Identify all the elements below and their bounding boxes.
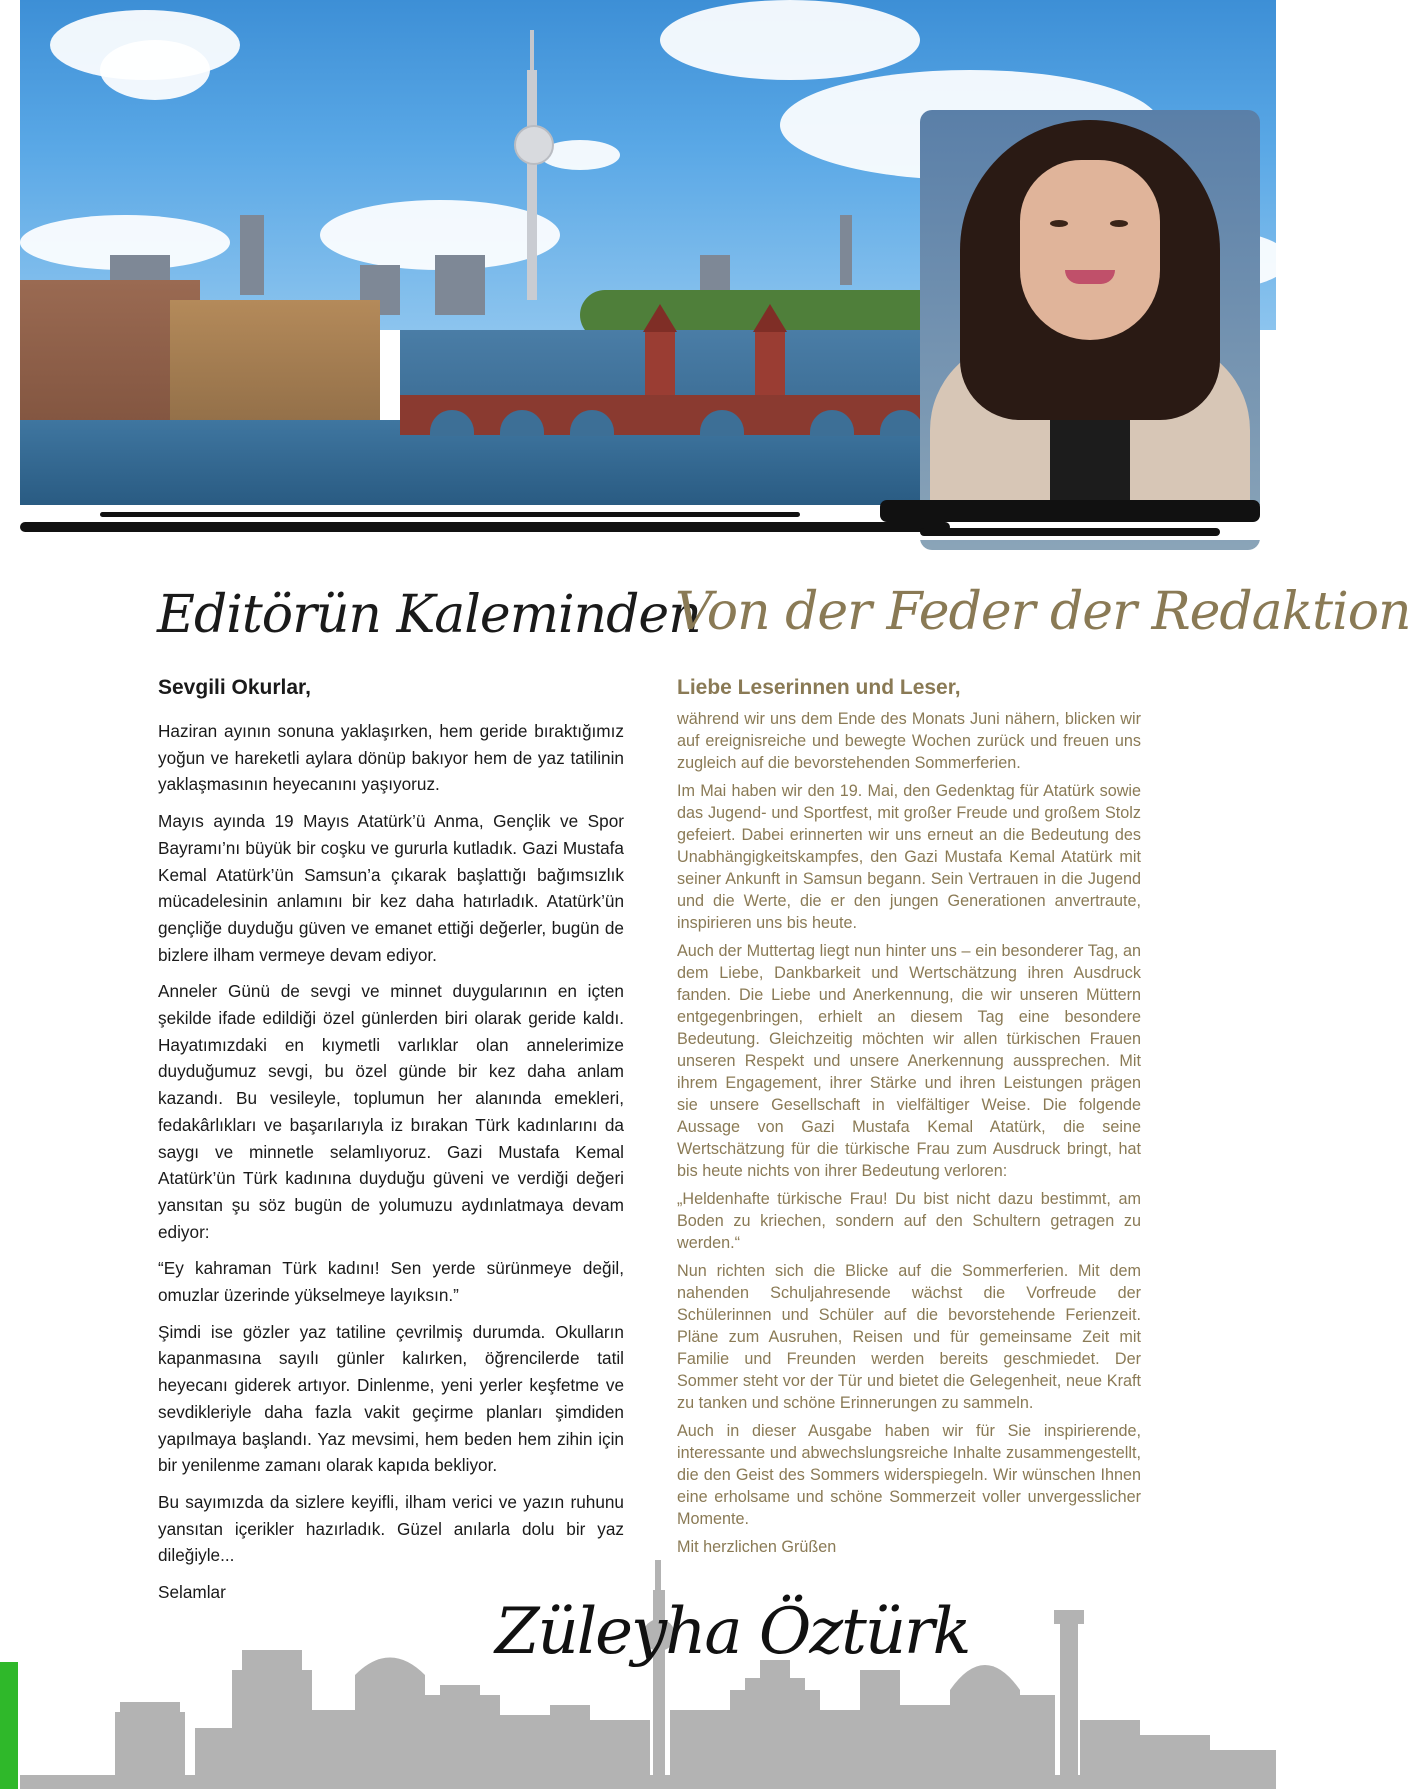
title-german: Von der Feder der Redaktion bbox=[675, 582, 1411, 642]
tv-tower bbox=[527, 70, 537, 300]
brush-stroke bbox=[880, 500, 1260, 522]
section-tab bbox=[0, 1662, 18, 1789]
paragraph: Auch in dieser Ausgabe haben wir für Sie inspirierende, interessante und abwechslungsreiche Inhalte zusammengestellt, die den Geist des Sommers widerspiegeln. Wir wünschen Ihnen eine erholsame und schöne Sommerzeit voller unvergesslicher Momente. bbox=[677, 1422, 1141, 1528]
closing: Selamlar bbox=[158, 1582, 226, 1603]
building bbox=[435, 255, 485, 315]
paragraph: Anneler Günü de sevgi ve minnet duygularının en içten şekilde ifade edildiği özel günlerden biri olarak geride kaldı. Hayatımızdaki en kıymetli varlıklar olan annelerimize duyduğumuz sevgi, bu özel günde bir kez daha anlam kazandı. Bu vesileyle, toplumun her alanında emekleri, fedakârlıkları ve başarılarıyla iz bırakan Türk kadınlarını da saygı ve minnetle selamlıyoruz. Gazi Mustafa Kemal Atatürk’ün Türk kadınına duyduğu güveni ve verdiği değeri yansıtan şu söz bugün de yolumuzu aydınlatmaya devam ediyor: bbox=[158, 981, 624, 1242]
brush-stroke bbox=[20, 522, 950, 532]
page-margin bbox=[0, 0, 20, 1789]
cloud bbox=[100, 40, 210, 100]
title-turkish: Editörün Kaleminden bbox=[157, 585, 701, 645]
building bbox=[700, 255, 730, 295]
portrait-eye bbox=[1050, 220, 1068, 227]
paragraph: Bu sayımızda da sizlere keyifli, ilham verici ve yazın ruhunu yansıtan içerikler hazırladık. Güzel anılarla dolu bir yaz dileğiyle... bbox=[158, 1491, 624, 1566]
paragraph: Auch der Muttertag liegt nun hinter uns – ein besonderer Tag, an dem Liebe, Dankbarkeit und Wertschätzung ihren Ausdruck fanden. Die Liebe und Anerkennung, die wir unseren Müttern entgegenbringen, erhielt an diesem Tag eine besondere Bedeutung. Gleichzeitig möchten wir allen türkischen Frauen unseren Respekt und unsere Anerkennung aussprechen. Mit ihrem Engagement, ihrer Stärke und ihren Leistungen prägen sie unsere Gesellschaft in vielfältiger Weise. Die folgende Aussage von Gazi Mustafa Kemal Atatürk, die seine Wertschätzung für die türkische Frau zum Ausdruck bringt, hat bis heute nichts von ihrer Bedeutung verloren: bbox=[677, 942, 1141, 1180]
paragraph: Nun richten sich die Blicke auf die Sommerferien. Mit dem nahenden Schuljahresende wächst die Vorfreude der Schülerinnen und Schüler auf die bevorstehende Ferienzeit. Pläne zum Ausruhen, Reisen und für gemeinsame Zeit mit Familie und Freunden werden bereits geschmiedet. Der Sommer steht vor der Tür und bietet die Gelegenheit, neue Kraft zu tanken und schöne Erinnerungen zu sammeln. bbox=[677, 1262, 1141, 1412]
tv-tower-sphere bbox=[514, 125, 554, 165]
paragraph: Haziran ayının sonuna yaklaşırken, hem geride bıraktığımız yoğun ve hareketli aylara dönüp bakıyor hem de yaz tatilinin yaklaşmasının heyecanını yaşıyoruz. bbox=[158, 721, 624, 795]
paragraph: während wir uns dem Ende des Monats Juni nähern, blicken wir auf ereignisreiche und bewegte Wochen zurück und freuen uns zugleich auf die bevorstehenden Sommerferien. bbox=[677, 710, 1141, 772]
building bbox=[840, 215, 852, 285]
paragraph: Şimdi ise gözler yaz tatiline çevrilmiş durumda. Okulların kapanmasına sayılı günler kalırken, öğrencilerde tatil heyecanı giderek artıyor. Dinlenme, yeni yerler keşfetme ve sevdikleriyle daha fazla vakit geçirme planları şimdiden yapılmaya başlandı. Yaz mevsimi, hem beden hem zihin için bir yenilenme zamanı olarak kapıda bekliyor. bbox=[158, 1321, 624, 1476]
body-turkish bbox=[158, 718, 624, 1616]
greeting-german: Liebe Leserinnen und Leser, bbox=[677, 676, 961, 699]
header-photo bbox=[20, 0, 1276, 540]
greeting-turkish: Sevgili Okurlar, bbox=[158, 676, 311, 699]
brush-stroke bbox=[100, 512, 800, 517]
paragraph: Im Mai haben wir den 19. Mai, den Gedenktag für Atatürk sowie das Jugend- und Sportfest, mit großer Freude und großem Stolz gefeiert. Dabei erinnerten wir uns erneut an die Bedeutung des Unabhängigkeitskampfes, den Gazi Mustafa Kemal Atatürk mit seiner Ankunft in Samsun begann. Sein Vertrauen in die Jugend und die Werte, die er den jungen Generationen anvertraute, inspirieren uns bis heute. bbox=[677, 782, 1141, 932]
tv-tower-antenna bbox=[530, 30, 534, 75]
brush-stroke bbox=[920, 528, 1220, 536]
closing: Mit herzlichen Grüßen bbox=[677, 1538, 837, 1556]
signature: Züleyha Öztürk bbox=[495, 1595, 970, 1669]
portrait-face bbox=[1020, 160, 1160, 340]
cloud bbox=[660, 0, 920, 80]
quote: “Ey kahraman Türk kadını! Sen yerde sürünmeye değil, omuzlar üzerinde yükselmeye layıksın.” bbox=[158, 1258, 624, 1306]
building bbox=[240, 215, 264, 295]
portrait-smile bbox=[1065, 270, 1115, 284]
paragraph: Mayıs ayında 19 Mayıs Atatürk’ü Anma, Gençlik ve Spor Bayramı’nı büyük bir coşku ve gururla kutladık. Gazi Mustafa Kemal Atatürk’ün Samsun’a çıkarak başlattığı bağımsızlık mücadelesinin anlamını bir kez daha hatırladık. Atatürk’ün gençliğe duyduğu güven ve emanet ettiği değerler, bugün de bizlere ilham vermeye devam ediyor. bbox=[158, 811, 624, 965]
portrait-eye bbox=[1110, 220, 1128, 227]
quote: „Heldenhafte türkische Frau! Du bist nicht dazu bestimmt, am Boden zu kriechen, sondern auf den Schultern getragen zu werden.“ bbox=[677, 1190, 1141, 1252]
oberbaum-bridge bbox=[400, 395, 960, 435]
body-german bbox=[677, 708, 1141, 1564]
